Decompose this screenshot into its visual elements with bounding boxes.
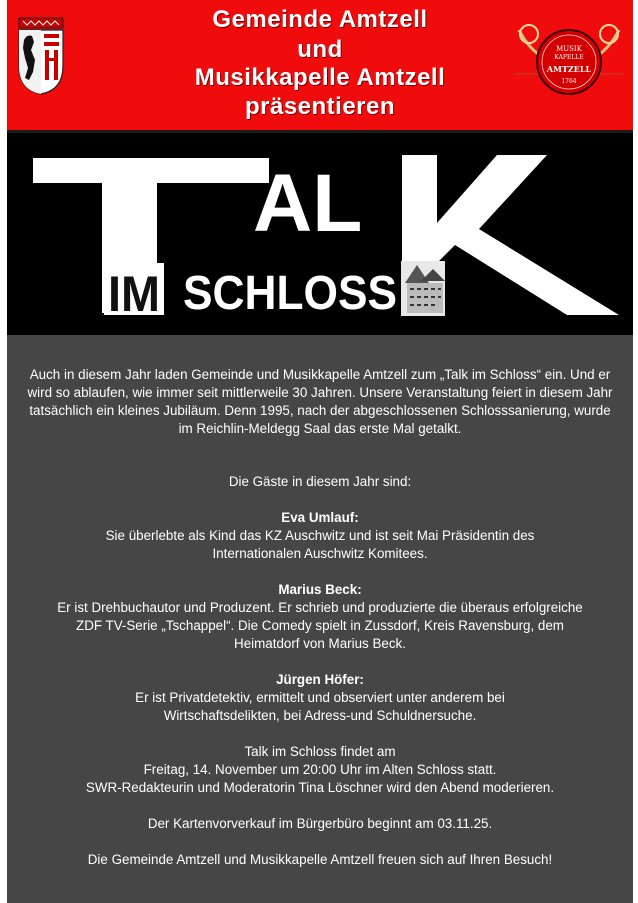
closing-line: Die Gemeinde Amtzell und Musikkapelle Amtzell freuen sich auf Ihren Besuch! [87, 852, 553, 867]
title-im: IM [108, 266, 160, 322]
event-line-1: Talk im Schloss findet am [244, 744, 396, 759]
header-banner [7, 0, 633, 133]
flyer [7, 0, 633, 903]
event-line-2: Freitag, 14. November um 20:00 Uhr im Alten Schloss statt. [143, 762, 497, 777]
emblem-text-1: MUSIK [556, 45, 582, 53]
guest-2-description: Er ist Drehbuchautor und Produzent. Er schrieb und produzierte die überaus erfolgreiche ZDF TV-Serie „Tschappel“. Die Comedy spielt in Zussdorf, Kreis Ravensburg, dem Heimatdorf von Marius Beck. [57, 600, 583, 651]
castle-image-icon [401, 261, 445, 316]
talk-im-schloss-logo [7, 133, 633, 335]
title-area [7, 133, 633, 335]
intro-paragraph: Auch in diesem Jahr laden Gemeinde und Musikkapelle Amtzell zum „Talk im Schloss“ ein. Und er wird so ablaufen, wie immer seit mittlerweile 30 Jahren. Unsere Veranstaltung feiert in diesem Jahr tatsächlich ein kleines Jubiläum. Denn 1995, nach der abgeschlossenen Schlosssanierung, wurde im Reichlin-Meldegg Saal das erste Mal getalkt. [27, 367, 613, 436]
header-line-2: und [297, 36, 343, 63]
presale-info: Der Kartenvorverkauf im Bürgerbüro beginnt am 03.11.25. [147, 816, 493, 831]
header-line-3: Musikkapelle Amtzell [194, 64, 446, 91]
guest-2-name: Marius Beck: [278, 582, 362, 597]
guests-intro: Die Gäste in diesem Jahr sind: [228, 474, 412, 489]
emblem-text-3: AMTZELL [546, 64, 592, 74]
guest-1-description: Sie überlebte als Kind das KZ Auschwitz und ist seit Mai Präsidentin des Internationalen Auschwitz Komitees. [105, 528, 535, 561]
guest-3-name: Jürgen Höfer: [276, 672, 364, 687]
title-letters-al: AL [253, 158, 363, 249]
guest-1-name: Eva Umlauf: [281, 510, 359, 525]
emblem-text-4: 1764 [561, 78, 577, 85]
musikkapelle-emblem-icon [515, 20, 623, 100]
event-line-3: SWR-Redakteurin und Moderatorin Tina Löschner wird den Abend moderieren. [85, 780, 555, 795]
title-schloss: SCHLOSS [183, 267, 397, 320]
header-line-1: Gemeinde Amtzell [212, 6, 428, 33]
body-panel [7, 335, 633, 903]
emblem-text-2: KAPELLE [554, 54, 584, 61]
guest-3-description: Er ist Privatdetektiv, ermittelt und observiert unter anderem bei Wirtschaftsdelikten, bei Adress-und Schuldnersuche. [135, 690, 505, 723]
header-line-4: präsentieren [244, 93, 396, 120]
